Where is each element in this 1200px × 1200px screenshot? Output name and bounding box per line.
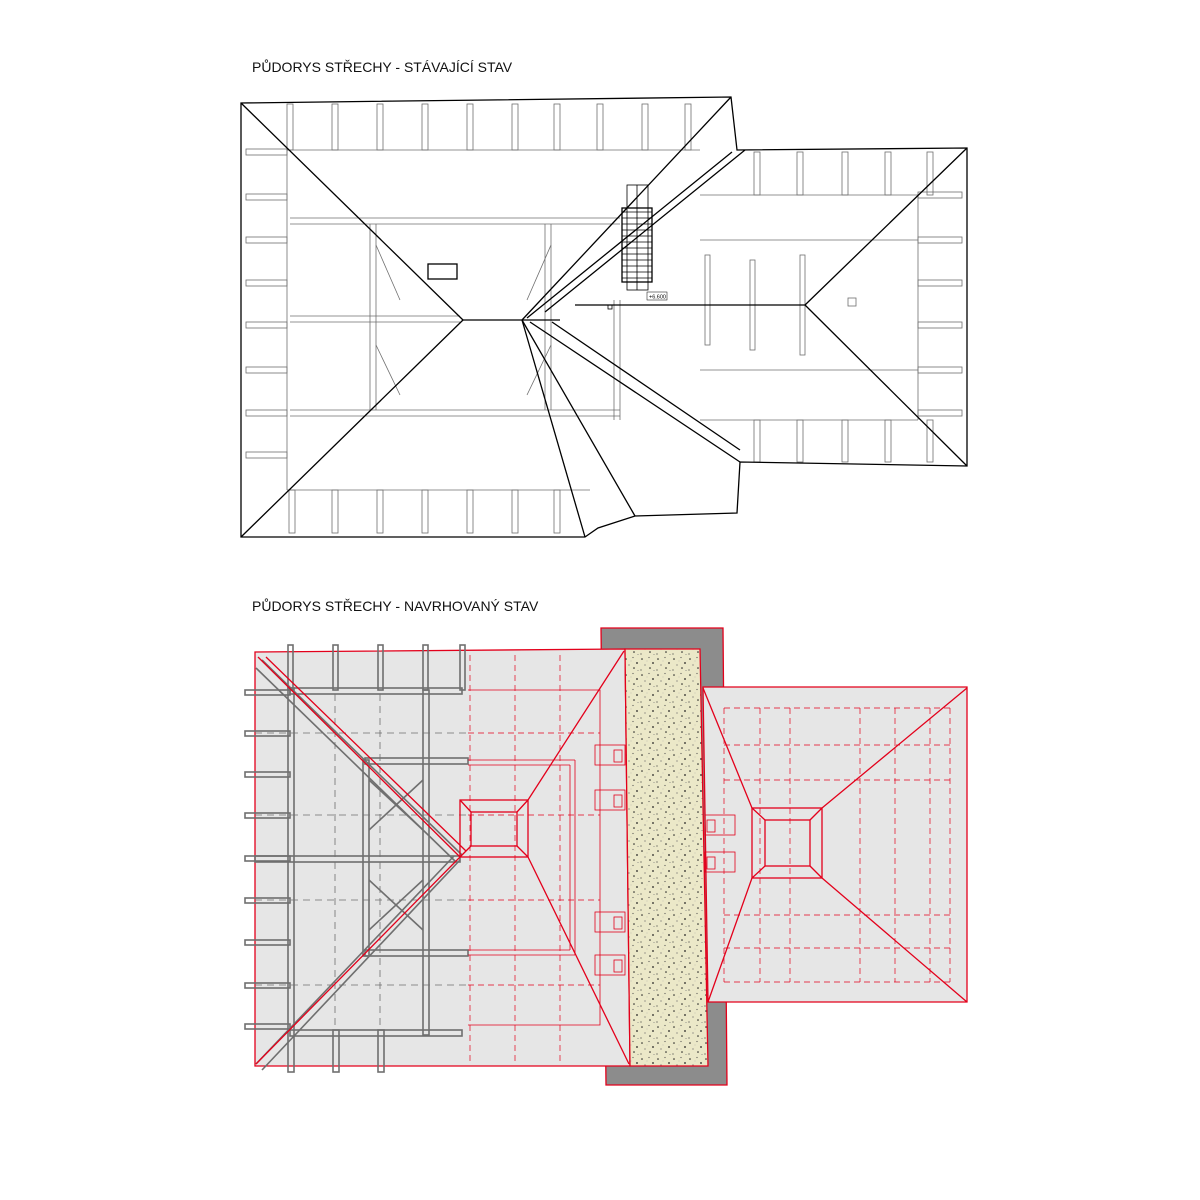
hip-bottom-left — [241, 320, 463, 537]
existing-rafter — [918, 280, 962, 286]
existing-beam — [376, 245, 400, 300]
existing-rafter — [246, 410, 287, 416]
existing-rafter — [467, 104, 473, 150]
existing-rafter — [467, 490, 473, 533]
valley-bottom-a — [530, 322, 740, 462]
elevation-marker — [647, 292, 667, 301]
existing-rafter — [512, 490, 518, 533]
existing-rafter — [287, 104, 293, 150]
existing-structure — [246, 104, 962, 533]
existing-rafter — [842, 420, 848, 462]
existing-plan-title: PŮDORYS STŘECHY - STÁVAJÍCÍ STAV — [252, 59, 513, 75]
roof-hatch — [428, 264, 457, 279]
valley-top-b — [545, 150, 745, 312]
wing-hip-bottom — [805, 305, 967, 466]
existing-rafter — [246, 237, 287, 243]
existing-beam — [527, 245, 551, 300]
existing-rafter — [754, 420, 760, 462]
existing-rafter — [289, 490, 295, 533]
existing-rafter — [885, 152, 891, 195]
existing-purlin — [705, 255, 710, 345]
wing-roof-area — [703, 687, 967, 1002]
existing-rafter — [377, 104, 383, 150]
existing-roof-plan — [241, 58, 967, 537]
existing-rafter — [918, 237, 962, 243]
existing-rafter — [927, 152, 933, 195]
existing-rafter — [246, 452, 287, 458]
existing-rafter — [642, 104, 648, 150]
gravel-strip — [625, 649, 708, 1066]
existing-beam — [527, 345, 551, 395]
existing-hips-and-ridges — [241, 97, 967, 537]
existing-rafter — [885, 420, 891, 462]
existing-rafter — [554, 104, 560, 150]
elevation-label: +6.600 — [649, 294, 666, 301]
existing-rafter — [246, 367, 287, 373]
existing-rafter — [246, 322, 287, 328]
proposed-roof-plan — [245, 597, 967, 1085]
existing-rafter — [377, 490, 383, 533]
hip-bottom-b — [522, 320, 635, 516]
existing-rafter — [246, 194, 287, 200]
existing-rafter — [797, 420, 803, 462]
existing-rafter — [918, 192, 962, 198]
existing-rafter — [332, 104, 338, 150]
existing-rafter — [512, 104, 518, 150]
existing-rafter — [754, 152, 760, 195]
valley-top-a — [527, 152, 732, 318]
existing-rafter — [422, 490, 428, 533]
existing-rafter — [422, 104, 428, 150]
existing-rafter — [332, 490, 338, 533]
existing-rafter — [842, 152, 848, 195]
existing-roof-outline — [241, 97, 967, 537]
hip-top-left — [241, 103, 463, 320]
existing-rafter — [554, 490, 560, 533]
existing-purlin — [848, 298, 856, 306]
existing-rafter — [797, 152, 803, 195]
wing-hip-top — [805, 148, 967, 305]
existing-rafter — [918, 367, 962, 373]
existing-rafter — [597, 104, 603, 150]
existing-rafter — [918, 410, 962, 416]
existing-rafter — [246, 280, 287, 286]
existing-rafter — [918, 322, 962, 328]
existing-rafter — [246, 149, 287, 155]
main-roof-area — [255, 649, 630, 1066]
proposed-plan-title: PŮDORYS STŘECHY - NAVRHOVANÝ STAV — [252, 598, 539, 614]
valley-bottom-b — [552, 322, 740, 450]
existing-beam — [376, 345, 400, 395]
